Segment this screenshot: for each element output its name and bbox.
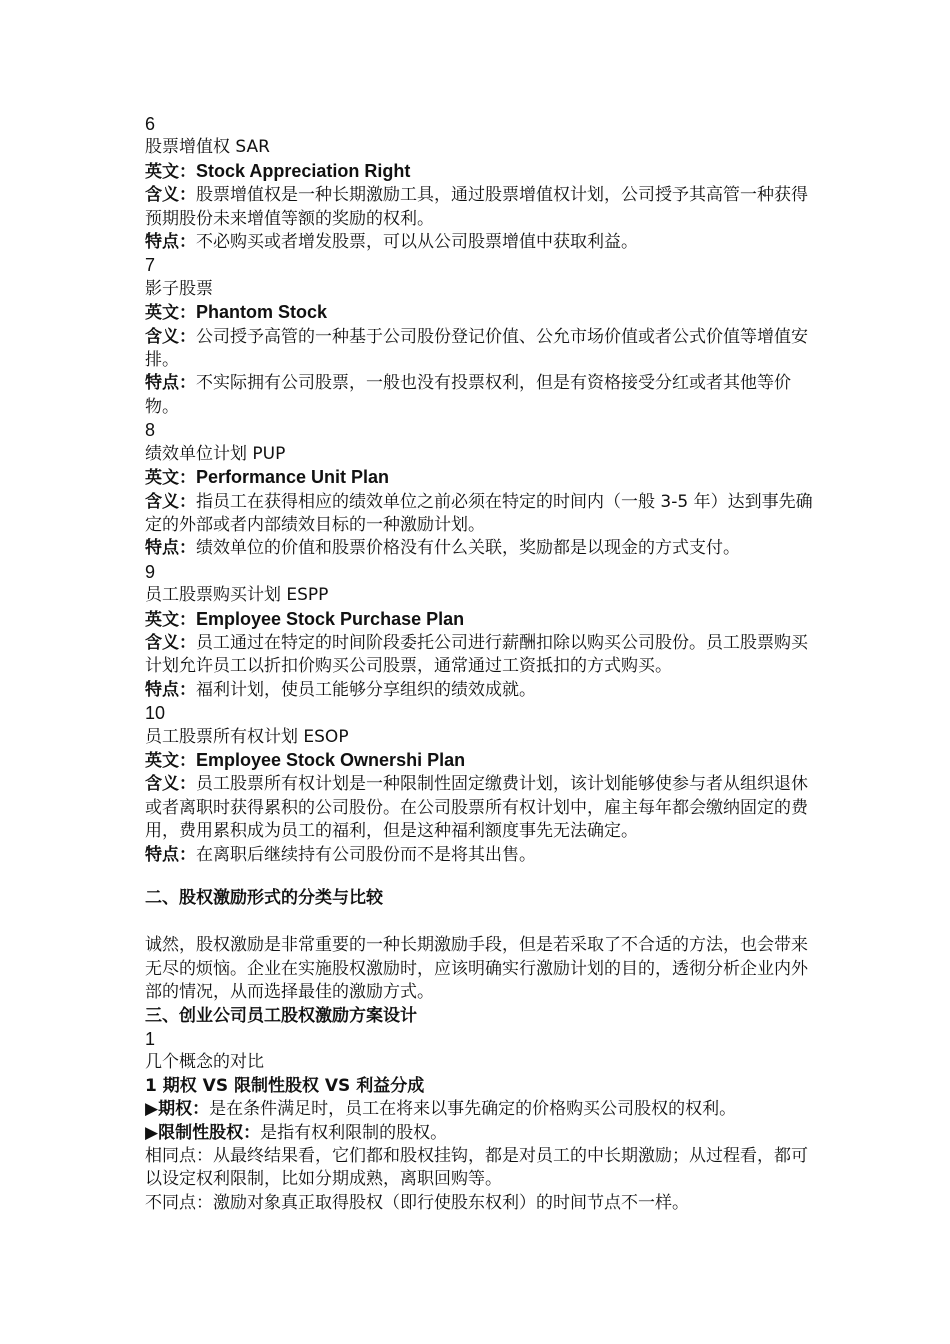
- item-number: 10: [145, 703, 166, 724]
- item-number: 6: [145, 114, 156, 134]
- feature-text: 福利计划，使员工能够分享组织的绩效成就。: [196, 679, 536, 700]
- item-title: 员工股票购买计划 ESPP: [145, 585, 329, 606]
- feature-text: 在离职后继续持有公司股份而不是将其出售。: [196, 844, 536, 865]
- meaning-label: 含义：: [145, 491, 196, 512]
- section-3-heading: 三、创业公司员工股权激励方案设计: [145, 1005, 417, 1026]
- item-7: [145, 254, 815, 419]
- section-3-title: 几个概念的对比: [145, 1052, 264, 1073]
- section-3-subtitle: 1 期权 VS 限制性股权 VS 利益分成: [145, 1075, 425, 1096]
- section-2-heading: 二、股权激励形式的分类与比较: [145, 888, 383, 908]
- item-title: 绩效单位计划 PUP: [145, 443, 286, 464]
- english-value: Stock Appreciation Right: [196, 160, 411, 181]
- english-value: Employee Stock Ownershi Plan: [196, 749, 466, 770]
- item-title: 员工股票所有权计划 ESOP: [145, 726, 349, 747]
- english-value: Employee Stock Purchase Plan: [196, 608, 465, 629]
- meaning-label: 含义：: [145, 632, 196, 653]
- spacer: [145, 910, 815, 934]
- option-label: ▶期权：: [145, 1099, 210, 1120]
- item-number: 8: [145, 420, 156, 441]
- item-10: [145, 702, 815, 867]
- diff-label: 不同点：: [145, 1192, 213, 1213]
- feature-label: 特点：: [145, 232, 196, 253]
- item-number: 9: [145, 561, 156, 582]
- item-meaning: [145, 773, 815, 843]
- restricted-definition: [145, 1122, 815, 1145]
- option-text: 是在条件满足时，员工在将来以事先确定的价格购买公司股权的权利。: [209, 1099, 737, 1120]
- item-feature: [145, 231, 815, 254]
- item-number: 7: [145, 255, 156, 276]
- english-label: 英文：: [145, 161, 196, 182]
- item-english: [145, 301, 815, 325]
- item-english: [145, 466, 815, 490]
- option-definition: [145, 1098, 815, 1121]
- same-label: 相同点：: [145, 1146, 213, 1167]
- meaning-text: 股票增值权是一种长期激励工具，通过股票增值权计划，公司授予其高管一种获得预期股份未来增值等额的奖励的权利。: [145, 185, 808, 229]
- meaning-label: 含义：: [145, 774, 196, 795]
- section-2-paragraph: 诚然，股权激励是非常重要的一种长期激励手段，但是若采取了不合适的方法，也会带来无尽的烦恼。企业在实施股权激励时，应该明确实行激励计划的目的，透彻分析企业内外部的情况，从而选择最佳的激励方式。: [145, 935, 808, 1003]
- meaning-text: 员工通过在特定的时间阶段委托公司进行薪酬扣除以购买公司股份。员工股票购买计划允许员工以折扣价购买公司股票，通常通过工资抵扣的方式购买。: [145, 632, 808, 677]
- restricted-text: 是指有权利限制的股权。: [260, 1122, 448, 1143]
- meaning-text: 员工股票所有权计划是一种限制性固定缴费计划，该计划能够使参与者从组织退休或者离职时获得累积的公司股份。在公司股票所有权计划中，雇主每年都会缴纳固定的费用，费用累积成为员工的福利，但是这种福利额度事先无法确定。: [145, 774, 808, 842]
- item-feature: [145, 372, 815, 419]
- item-feature: [145, 844, 815, 867]
- item-meaning: [145, 326, 815, 373]
- similarities: [145, 1145, 815, 1192]
- english-label: 英文：: [145, 750, 196, 771]
- section-3-number: 1: [145, 1029, 156, 1050]
- item-9: [145, 561, 815, 702]
- meaning-text: 公司授予高管的一种基于公司股份登记价值、公允市场价值或者公式价值等增值安排。: [145, 326, 808, 371]
- feature-text: 不必购买或者增发股票，可以从公司股票增值中获取利益。: [196, 232, 638, 253]
- diff-text: 激励对象真正取得股权（即行使股东权利）的时间节点不一样。: [213, 1192, 689, 1213]
- same-text: 从最终结果看，它们都和股权挂钩，都是对员工的中长期激励；从过程看，都可以设定权利限制，比如分期成熟，离职回购等。: [145, 1146, 808, 1190]
- item-feature: [145, 537, 815, 560]
- feature-label: 特点：: [145, 679, 196, 700]
- differences: [145, 1192, 815, 1215]
- english-value: Phantom Stock: [196, 302, 328, 323]
- item-meaning: [145, 491, 815, 538]
- english-label: 英文：: [145, 468, 196, 489]
- item-feature: [145, 679, 815, 702]
- feature-label: 特点：: [145, 373, 196, 394]
- english-value: Performance Unit Plan: [196, 467, 390, 488]
- spacer: [145, 867, 815, 887]
- feature-label: 特点：: [145, 844, 196, 865]
- feature-label: 特点：: [145, 538, 196, 559]
- restricted-label: ▶限制性股权：: [145, 1122, 261, 1143]
- item-6: [145, 113, 815, 254]
- item-meaning: [145, 184, 815, 231]
- meaning-label: 含义：: [145, 185, 196, 206]
- meaning-text: 指员工在获得相应的绩效单位之前必须在特定的时间内（一般 3-5 年）达到事先确定的外部或者内部绩效目标的一种激励计划。: [145, 491, 813, 535]
- feature-text: 绩效单位的价值和股票价格没有什么关联，奖励都是以现金的方式支付。: [196, 538, 740, 559]
- item-8: [145, 419, 815, 560]
- feature-text: 不实际拥有公司股票，一般也没有投票权利，但是有资格接受分红或者其他等价物。: [145, 373, 791, 417]
- document-page: [145, 113, 815, 1215]
- item-title: 影子股票: [145, 278, 213, 299]
- item-english: [145, 608, 815, 632]
- english-label: 英文：: [145, 303, 196, 324]
- item-english: [145, 749, 815, 773]
- item-title: 股票增值权 SAR: [145, 137, 270, 158]
- item-meaning: [145, 632, 815, 679]
- meaning-label: 含义：: [145, 326, 196, 347]
- english-label: 英文：: [145, 609, 196, 630]
- item-english: [145, 160, 815, 184]
